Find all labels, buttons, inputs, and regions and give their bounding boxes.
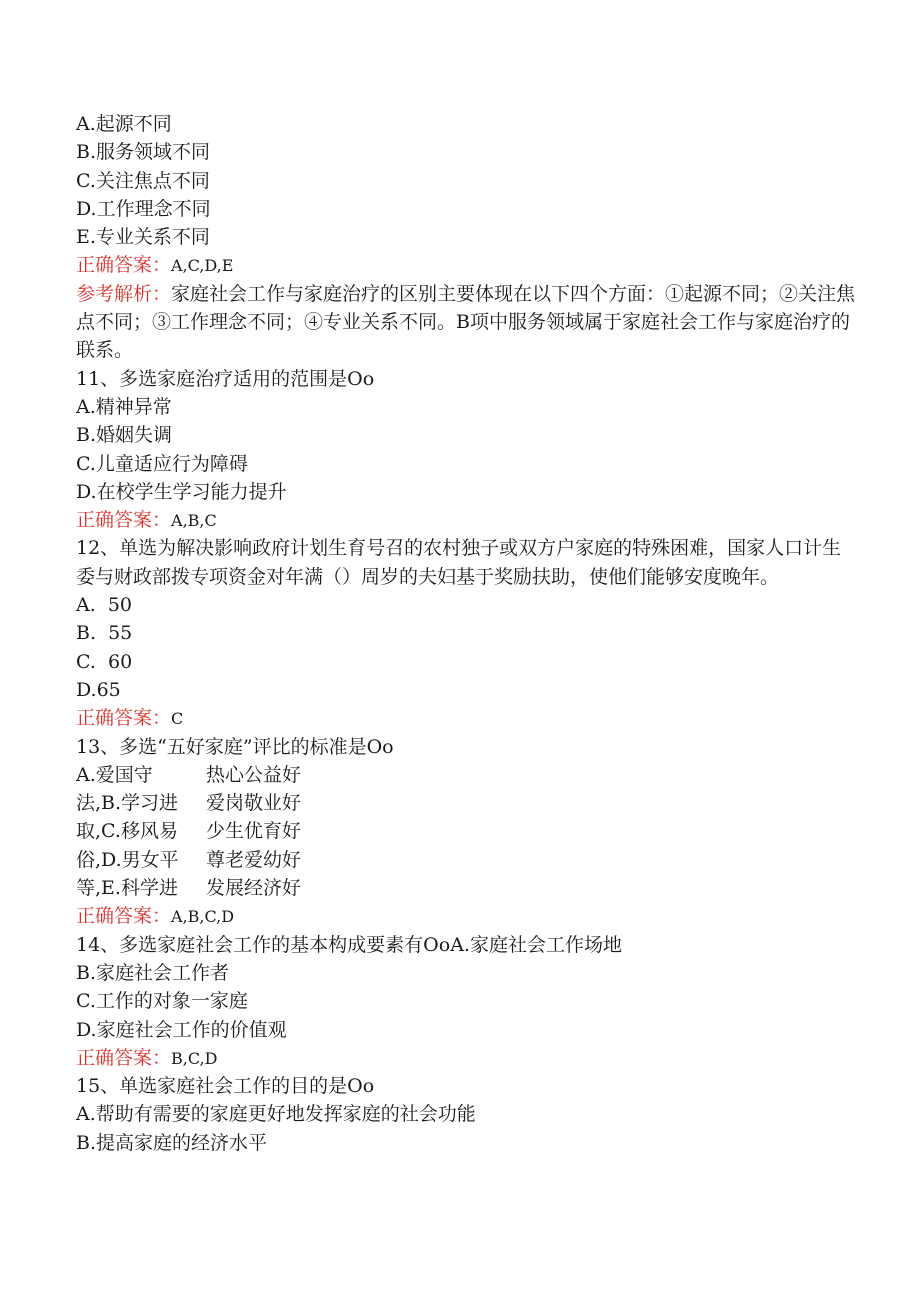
explanation: [76, 280, 856, 365]
correct-answer: [76, 704, 856, 732]
question-stem: 11、多选家庭治疗适用的范围是Oo: [76, 367, 375, 390]
grid-cell: 尊老爱幼好: [206, 848, 302, 871]
grid-cell: 爱岗敬业好: [206, 792, 302, 815]
answer-label: 正确答案：: [76, 707, 172, 730]
grid-cell: 发展经济好: [206, 877, 302, 900]
grid-cell: 热心公益好: [206, 763, 302, 786]
option-b: B.婚姻失调: [76, 424, 173, 447]
question-stem: 15、单选家庭社会工作的目的是Oo: [76, 1075, 375, 1098]
options-grid: [76, 761, 856, 902]
question-stem: 12、单选为解决影响政府计划生育号召的农村独子或双方户家庭的特殊困难，国家人口计生委与财政部拨专项资金对年满（）周岁的夫妇基于奖励扶助，使他们能够安度晚年。: [76, 537, 842, 588]
option-b: B.服务领域不同: [76, 141, 211, 164]
correct-answer: [76, 506, 856, 534]
option-c: C.儿童适应行为障碍: [76, 452, 248, 475]
option-a: A.帮助有需要的家庭更好地发挥家庭的社会功能: [76, 1103, 476, 1126]
option-a: A. 50: [76, 594, 133, 617]
question-14: [76, 931, 856, 1072]
option-c: C.工作的对象一家庭: [76, 990, 248, 1013]
correct-answer: [76, 902, 856, 930]
question-13: [76, 733, 856, 931]
option-d: D.65: [76, 678, 121, 701]
option-d: D.在校学生学习能力提升: [76, 480, 287, 503]
grid-cell: 取,C.移风易: [76, 820, 178, 843]
option-b: B.提高家庭的经济水平: [76, 1131, 268, 1154]
answer-value: A,B,C,D: [171, 907, 235, 927]
answer-value: A,C,D,E: [171, 256, 234, 276]
option-d: D.家庭社会工作的价值观: [76, 1018, 287, 1041]
grid-cell: 等,E.科学进: [76, 877, 178, 900]
grid-cell: 俗,D.男女平: [76, 848, 179, 871]
option-b: B.家庭社会工作者: [76, 961, 230, 984]
option-a: A.起源不同: [76, 113, 172, 135]
question-stem: 14、多选家庭社会工作的基本构成要素有OoA.家庭社会工作场地: [76, 933, 622, 956]
grid-cell: 法,B.学习进: [76, 792, 179, 815]
option-e: E.专业关系不同: [76, 226, 210, 249]
option-c: C.关注焦点不同: [76, 169, 210, 192]
answer-value: C: [171, 709, 184, 729]
answer-value: A,B,C: [171, 511, 217, 531]
option-d: D.工作理念不同: [76, 197, 211, 220]
option-b: B. 55: [76, 622, 133, 645]
correct-answer: [76, 251, 856, 279]
option-c: C. 60: [76, 650, 133, 673]
answer-label: 正确答案：: [76, 254, 172, 277]
question-10: [76, 110, 856, 365]
document-page: [76, 110, 856, 1157]
answer-label: 正确答案：: [76, 905, 172, 928]
question-stem: 13、多选“五好家庭”评比的标准是Oo: [76, 735, 394, 758]
answer-label: 正确答案：: [76, 1046, 172, 1069]
question-15: [76, 1072, 856, 1157]
answer-value: B,C,D: [171, 1048, 218, 1068]
option-a: A.精神异常: [76, 395, 172, 418]
correct-answer: [76, 1044, 856, 1072]
explanation-text: 家庭社会工作与家庭治疗的区别主要体现在以下四个方面：①起源不同；②关注焦点不同；③工作理念不同；④专业关系不同。B项中服务领域属于家庭社会工作与家庭治疗的联系。: [76, 282, 856, 362]
question-12: [76, 534, 856, 732]
grid-cell: A.爱国守: [76, 763, 153, 786]
explanation-label: 参考解析：: [76, 282, 172, 305]
grid-cell: 少生优育好: [206, 820, 302, 843]
answer-label: 正确答案：: [76, 509, 172, 532]
question-11: [76, 365, 856, 535]
